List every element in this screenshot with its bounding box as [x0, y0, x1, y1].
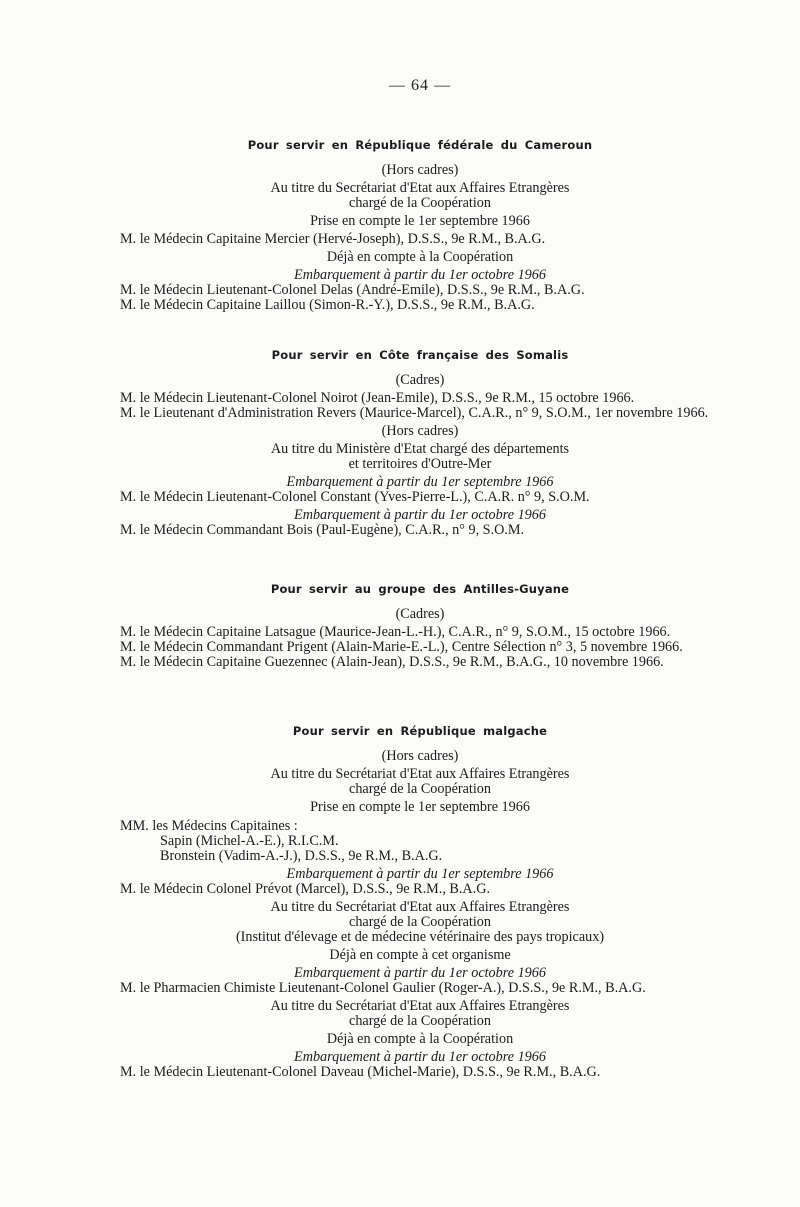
text-line: Déjà en compte à cet organisme [329, 947, 511, 963]
text-line: Au titre du Ministère d'Etat chargé des départements [270, 441, 570, 457]
text-line: Bronstein (Vadim-A.-J.), D.S.S., 9e R.M., B.A.G. [160, 848, 443, 864]
text-line: Embarquement à partir du 1er octobre 1966 [294, 507, 546, 523]
text-line: Sapin (Michel-A.-E.), R.I.C.M. [160, 833, 339, 849]
section-title: Pour servir au groupe des Antilles-Guyane [270, 582, 570, 596]
text-line: Au titre du Secrétariat d'Etat aux Affaires Etrangères [270, 180, 570, 196]
section-antilles-guyane [120, 582, 720, 670]
text-line: M. le Lieutenant d'Administration Revers (Maurice-Marcel), C.A.R., n° 9, S.O.M., 1er novembre 1966. [120, 405, 709, 421]
text-line: M. le Médecin Capitaine Laillou (Simon-R.-Y.), D.S.S., 9e R.M., B.A.G. [120, 297, 535, 313]
text-line: Au titre du Secrétariat d'Etat aux Affaires Etrangères [270, 766, 570, 782]
text-line: chargé de la Coopération [349, 195, 491, 211]
text-line: Prise en compte le 1er septembre 1966 [310, 799, 530, 815]
text-line: MM. les Médecins Capitaines : [120, 818, 298, 834]
section-somalis [120, 348, 720, 538]
text-line: Embarquement à partir du 1er octobre 1966 [294, 965, 546, 981]
text-line: Embarquement à partir du 1er septembre 1966 [286, 474, 554, 490]
text-line: (Cadres) [395, 606, 445, 622]
text-line: Déjà en compte à la Coopération [326, 1031, 514, 1047]
text-line: M. le Médecin Capitaine Guezennec (Alain-Jean), D.S.S., 9e R.M., B.A.G., 10 novembre 1966. [120, 654, 664, 670]
text-line: (Hors cadres) [381, 423, 459, 439]
section-title: Pour servir en Côte française des Somalis [271, 348, 569, 362]
text-line: M. le Pharmacien Chimiste Lieutenant-Colonel Gaulier (Roger-A.), D.S.S., 9e R.M., B.A.G. [120, 980, 646, 996]
text-line: (Cadres) [395, 372, 445, 388]
text-line: M. le Médecin Capitaine Mercier (Hervé-Joseph), D.S.S., 9e R.M., B.A.G. [120, 231, 546, 247]
section-title: Pour servir en République malgache [292, 724, 548, 738]
text-line: Déjà en compte à la Coopération [326, 249, 514, 265]
text-line: Prise en compte le 1er septembre 1966 [310, 213, 530, 229]
text-line: chargé de la Coopération [349, 914, 491, 930]
text-line: (Hors cadres) [381, 748, 459, 764]
text-line: Au titre du Secrétariat d'Etat aux Affaires Etrangères [270, 998, 570, 1014]
text-line: Embarquement à partir du 1er octobre 1966 [294, 267, 546, 283]
text-line: M. le Médecin Commandant Prigent (Alain-Marie-E.-L.), Centre Sélection n° 3, 5 novembre 1966. [120, 639, 683, 655]
text-line: chargé de la Coopération [349, 1013, 491, 1029]
text-line: chargé de la Coopération [349, 781, 491, 797]
text-line: M. le Médecin Colonel Prévot (Marcel), D.S.S., 9e R.M., B.A.G. [120, 881, 491, 897]
text-line: M. le Médecin Lieutenant-Colonel Noirot (Jean-Emile), D.S.S., 9e R.M., 15 octobre 1966. [120, 390, 635, 406]
text-line: Au titre du Secrétariat d'Etat aux Affaires Etrangères [270, 899, 570, 915]
text-line: (Institut d'élevage et de médecine vétérinaire des pays tropicaux) [235, 929, 605, 945]
section-cameroun [120, 138, 720, 313]
text-line: M. le Médecin Lieutenant-Colonel Constant (Yves-Pierre-L.), C.A.R. n° 9, S.O.M. [120, 489, 590, 505]
section-title: Pour servir en République fédérale du Cameroun [247, 138, 593, 152]
text-line: Embarquement à partir du 1er octobre 1966 [294, 1049, 546, 1065]
text-line: M. le Médecin Lieutenant-Colonel Delas (André-Emile), D.S.S., 9e R.M., B.A.G. [120, 282, 585, 298]
text-line: (Hors cadres) [381, 162, 459, 178]
text-line: et territoires d'Outre-Mer [348, 456, 492, 472]
text-line: Embarquement à partir du 1er septembre 1966 [286, 866, 554, 882]
text-line: M. le Médecin Lieutenant-Colonel Daveau (Michel-Marie), D.S.S., 9e R.M., B.A.G. [120, 1064, 601, 1080]
text-line: M. le Médecin Commandant Bois (Paul-Eugène), C.A.R., n° 9, S.O.M. [120, 522, 525, 538]
text-line: M. le Médecin Capitaine Latsague (Maurice-Jean-L.-H.), C.A.R., n° 9, S.O.M., 15 octobre 1966. [120, 624, 671, 640]
section-madagascar [120, 724, 720, 1080]
page-number: — 64 — [389, 77, 451, 94]
